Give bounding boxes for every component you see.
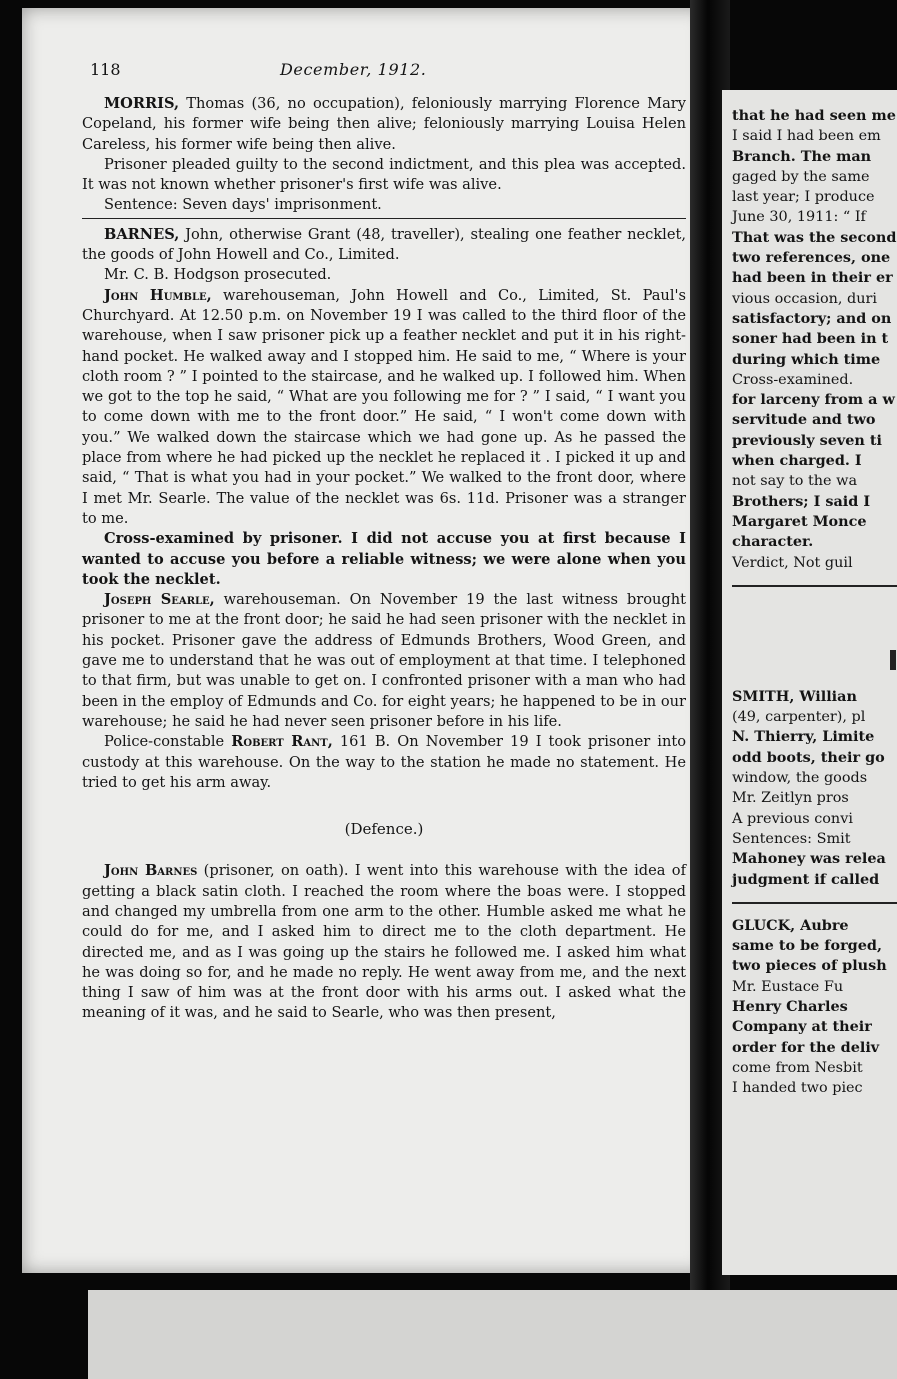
right-column-line: Cross-examined. bbox=[732, 371, 854, 388]
page-header bbox=[82, 60, 686, 94]
right-column-line: vious occasion, duri bbox=[732, 290, 878, 307]
humble-cross-examination: Cross-examined by prisoner. I did not accuse you at first because I wanted to accuse you before a reliable witness; we were alone when you took the necklet. bbox=[82, 530, 686, 588]
right-column-line: Mahoney was relea bbox=[732, 850, 886, 868]
right-column-line: N. Thierry, Limite bbox=[732, 728, 875, 746]
right-column-line: That was the second bbox=[732, 228, 897, 246]
case-title: MORRIS, bbox=[104, 95, 180, 112]
page-number: 118 bbox=[90, 60, 121, 79]
right-column-line: Branch. The man bbox=[732, 147, 872, 165]
case-separator bbox=[82, 218, 686, 219]
right-column-line: that he had seen me bbox=[732, 107, 896, 124]
right-section-rule-2 bbox=[732, 902, 897, 904]
right-column-line: I handed two piec bbox=[732, 1080, 863, 1097]
humble-testimony: John Humble, warehouseman, John Howell and Co., Limited, St. Paul's Churchyard. At 12.50 p.m. on November 19 I was called to the third floor of the warehouse, when I saw prisoner pick up a feather necklet and put it in his right-hand pocket. He walked away and I stopped him. He said to me, “ Where is your cloth room ? ” I pointed to the staircase, and he walked up. I followed him. When we got to the top he said, “ What are you following me for ? ” I said, “ I want you to come down with me to the front door.” He said, “ I won't come down with you.” We walked down the staircase which we had gone up. As he passed the place from where he had picked up the necklet he replaced it . I picked it up and said, “ That is what you had in your pocket.” We walked to the front door, where I met Mr. Searle. The value of the necklet was 6s. 11d. Prisoner was a stranger to me. bbox=[82, 286, 686, 527]
right-column-line: Mr. Zeitlyn pros bbox=[732, 790, 849, 807]
right-column-line: I said I had been em bbox=[732, 128, 881, 145]
right-column-line: judgment if called bbox=[732, 870, 880, 888]
next-page-edge bbox=[88, 1290, 897, 1379]
right-column-line: gaged by the same bbox=[732, 168, 870, 185]
right-column-line: Margaret Monce bbox=[732, 512, 867, 530]
right-column-line: not say to the wa bbox=[732, 473, 858, 490]
right-column-line: Company at their bbox=[732, 1018, 872, 1036]
right-column-line: odd boots, their go bbox=[732, 748, 885, 766]
witness-name: Joseph Searle, bbox=[104, 591, 215, 609]
right-column-line: satisfactory; and on bbox=[732, 309, 892, 327]
right-column-line: same to be forged, bbox=[732, 937, 882, 955]
right-column-line: order for the deliv bbox=[732, 1038, 880, 1056]
morris-sentence: Sentence: Seven days' imprisonment. bbox=[104, 196, 382, 214]
right-column-line: servitude and two bbox=[732, 411, 876, 429]
right-column-line: Henry Charles bbox=[732, 997, 848, 1015]
right-column-line: previously seven ti bbox=[732, 431, 882, 449]
right-column-line: had been in their er bbox=[732, 269, 893, 287]
right-column-line: (49, carpenter), pl bbox=[732, 709, 866, 726]
right-column-line: come from Nesbit bbox=[732, 1059, 863, 1076]
right-column-top-block bbox=[732, 106, 897, 573]
right-column-line: A previous convi bbox=[732, 810, 853, 827]
police-testimony: Police-constable Robert Rant, 161 B. On November 19 I took prisoner into custody at this warehouse. On the way to the station he made no statement. He tried to get his arm away. bbox=[82, 733, 686, 791]
witness-name: Robert Rant, bbox=[231, 733, 333, 751]
right-column-line: Brothers; I said I bbox=[732, 492, 871, 510]
morris-plea: Prisoner pleaded guilty to the second indictment, and this plea was accepted. It was not known whether prisoner's first wife was alive. bbox=[82, 155, 686, 194]
right-column-line: window, the goods bbox=[732, 770, 868, 787]
right-column-line: June 30, 1911: “ If bbox=[732, 209, 866, 226]
right-column-line: SMITH, Willian bbox=[732, 687, 857, 705]
barnes-charge: BARNES, John, otherwise Grant (48, traveller), stealing one feather necklet, the goods of John Howell and Co., Limited. bbox=[82, 225, 686, 264]
case-title: BARNES, bbox=[104, 225, 180, 243]
searle-testimony: Joseph Searle, warehouseman. On November 19 the last witness brought prisoner to me at the front door; he said he had seen prisoner with the necklet in his pocket. Prisoner gave the address of Edmunds Brothers, Wood Green, and gave me to understand that he was out of employment at that time. I telephoned to that firm, but was unable to get on. I confronted prisoner with a man who had been in the employ of Edmunds and Co. for eight years; he happened to be in our warehouse; he said he had never seen prisoner before in his life. bbox=[82, 591, 686, 730]
right-column-gluck-block bbox=[732, 916, 897, 1099]
right-section-rule bbox=[732, 585, 897, 587]
barnes-prosecutor: Mr. C. B. Hodgson prosecuted. bbox=[104, 266, 332, 284]
right-column-line: for larceny from a w bbox=[732, 391, 895, 409]
defendant-testimony: John Barnes (prisoner, on oath). I went into this warehouse with the idea of getting a black satin cloth. I reached the room where the boas were. I stopped and changed my umbrella from one arm to the other. Humble asked me what he could do for me, and I asked him to direct me to the cloth department. He directed me, and as I was going up the stairs he followed me. I asked him what he was doing so for, and he made no reply. He went away from me, and the next thing I saw of him was at the front door with his arms out. I asked what the meaning of it was, and he said to Searle, who was then present, bbox=[82, 862, 686, 1022]
right-page bbox=[722, 90, 897, 1275]
right-column-line: when charged. I bbox=[732, 452, 862, 470]
witness-name: John Barnes bbox=[104, 862, 198, 880]
right-column-line: Sentences: Smit bbox=[732, 830, 851, 847]
right-column-mark bbox=[890, 650, 896, 670]
right-column-line: Verdict, Not guil bbox=[732, 554, 853, 571]
witness-name: John Humble, bbox=[104, 286, 212, 304]
right-column-line: character. bbox=[732, 533, 814, 551]
morris-charge: MORRIS, Thomas (36, no occupation), feloniously marrying Florence Mary Copeland, his former wife being then alive; feloniously marrying Louisa Helen Careless, his former wife being then alive. bbox=[82, 95, 686, 153]
right-column-text bbox=[732, 106, 897, 1098]
left-column-text bbox=[82, 60, 686, 1024]
right-column-line: during which time bbox=[732, 350, 881, 368]
right-column-line: two references, one bbox=[732, 249, 891, 267]
right-column-smith-block bbox=[732, 687, 897, 890]
right-column-line: Mr. Eustace Fu bbox=[732, 978, 844, 995]
right-column-line: soner had been in t bbox=[732, 330, 889, 348]
right-column-line: two pieces of plush bbox=[732, 957, 887, 975]
page-date-heading: December, 1912. bbox=[280, 60, 427, 79]
right-column-line: GLUCK, Aubre bbox=[732, 916, 849, 934]
right-column-line: last year; I produce bbox=[732, 189, 875, 206]
defence-heading: (Defence.) bbox=[344, 820, 424, 839]
